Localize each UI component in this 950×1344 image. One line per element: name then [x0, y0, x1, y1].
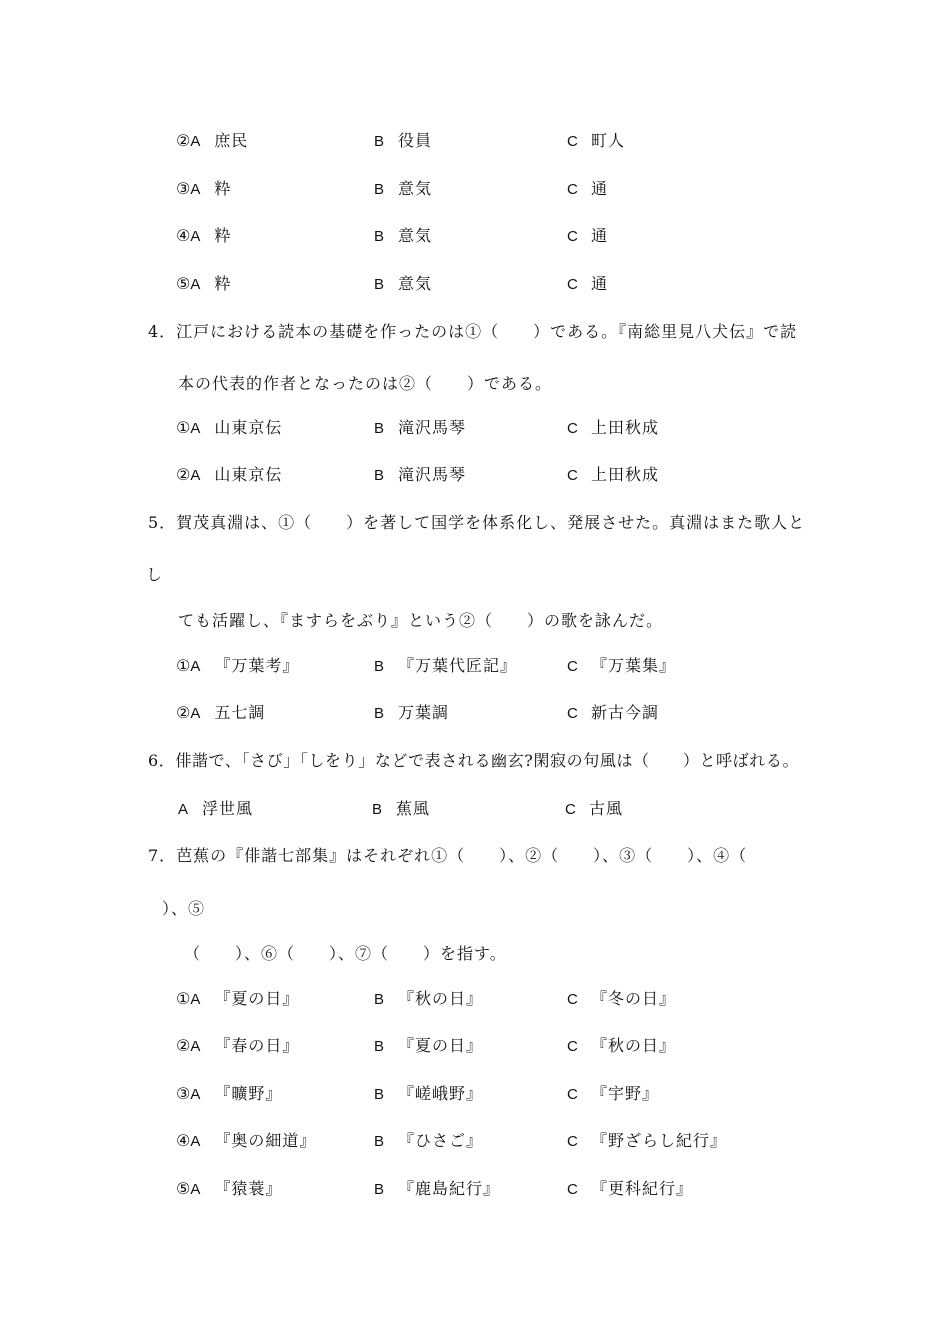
option-c-text: 『野ざらし紀行』: [591, 1131, 728, 1150]
option-b-q7-4: [374, 1128, 483, 1151]
option-c-text: 『更科紀行』: [591, 1179, 694, 1198]
option-a-text: 『万葉考』: [214, 656, 300, 675]
option-number: ⑤: [176, 274, 191, 293]
option-a-text: 粋: [214, 179, 232, 198]
option-c-text: 『秋の日』: [591, 1036, 677, 1055]
option-row-q3-3: [176, 176, 231, 199]
option-b-text: 蕉風: [396, 799, 431, 818]
option-letter-b: B: [374, 1181, 385, 1198]
option-letter-a: A: [190, 420, 201, 437]
option-letter-b: B: [374, 228, 385, 245]
option-b-q3-5: [374, 271, 432, 294]
question-4-line-1: 4．江戸における読本の基礎を作ったのは①（ ）である。『南総里見八犬伝』で読: [148, 322, 798, 341]
option-row-q4-2: [176, 462, 282, 485]
option-a-text: 『猿蓑』: [214, 1179, 283, 1198]
option-b-text: 『嵯峨野』: [398, 1084, 484, 1103]
option-letter-b: B: [374, 467, 385, 484]
option-c-text: 通: [591, 179, 609, 198]
option-row-q4-1: [176, 415, 282, 438]
option-number: ③: [176, 179, 191, 198]
option-a-text: 浮世風: [202, 799, 254, 818]
option-number: ②: [176, 131, 191, 150]
option-b-q5-1: [374, 653, 517, 676]
option-b-q7-2: [374, 1033, 483, 1056]
option-number: ④: [176, 226, 191, 245]
option-letter-a: A: [190, 1038, 201, 1055]
option-c-q7-3: [567, 1081, 659, 1104]
option-c-text: 『宇野』: [591, 1084, 660, 1103]
question-5-line-2: し: [146, 565, 164, 584]
option-c-q4-1: [567, 415, 659, 438]
option-number: ⑤: [176, 1179, 191, 1198]
option-c-text: 町人: [591, 131, 626, 150]
option-letter-c: C: [567, 1133, 578, 1150]
option-letter-a: A: [190, 991, 201, 1008]
option-letter-c: C: [567, 705, 578, 722]
option-letter-c: C: [565, 801, 576, 818]
option-letter-c: C: [567, 658, 578, 675]
option-row-q7-4: [176, 1128, 316, 1151]
option-c-q5-2: [567, 700, 659, 723]
option-a-text: 『春の日』: [214, 1036, 300, 1055]
option-row-q5-2: [176, 700, 265, 723]
option-letter-b: B: [374, 1086, 385, 1103]
option-letter-b: B: [374, 705, 385, 722]
option-c-text: 新古今調: [591, 703, 660, 722]
option-a-text: 粋: [214, 274, 232, 293]
option-c-text: 『冬の日』: [591, 989, 677, 1008]
option-b-q4-1: [374, 415, 466, 438]
option-a-text: 庶民: [214, 131, 249, 150]
option-number: ④: [176, 1131, 191, 1150]
option-letter-a: A: [190, 705, 201, 722]
option-letter-b: B: [374, 658, 385, 675]
option-letter-c: C: [567, 1086, 578, 1103]
option-letter-a: A: [190, 1181, 201, 1198]
option-letter-a: A: [178, 801, 189, 818]
option-c-q7-1: [567, 986, 676, 1009]
option-row-q3-2: [176, 128, 248, 151]
option-c-q7-4: [567, 1128, 727, 1151]
option-number: ①: [176, 418, 191, 437]
question-4-line-2: 本の代表的作者となったのは②（ ）である。: [178, 374, 553, 393]
option-row-q3-5: [176, 271, 231, 294]
option-c-text: 上田秋成: [591, 465, 660, 484]
option-letter-a: A: [190, 467, 201, 484]
option-b-text: 役員: [398, 131, 433, 150]
option-b-q5-2: [374, 700, 449, 723]
option-b-q4-2: [374, 462, 466, 485]
option-row-q3-4: [176, 223, 231, 246]
option-b-text: 『鹿島紀行』: [398, 1179, 501, 1198]
option-number: ③: [176, 1084, 191, 1103]
option-b-q3-3: [374, 176, 432, 199]
option-b-text: 万葉調: [398, 703, 450, 722]
option-row-q7-1: [176, 986, 299, 1009]
option-c-text: 通: [591, 226, 609, 245]
option-letter-b: B: [374, 276, 385, 293]
option-b-q3-4: [374, 223, 432, 246]
option-number: ①: [176, 989, 191, 1008]
option-a-text: 粋: [214, 226, 232, 245]
option-letter-b: B: [374, 181, 385, 198]
option-b-text: 『夏の日』: [398, 1036, 484, 1055]
option-b-text: 『ひさご』: [398, 1131, 484, 1150]
option-a-text: 『奥の細道』: [214, 1131, 317, 1150]
option-c-q3-3: [567, 176, 608, 199]
question-7-line-1: 7．芭蕉の『俳諧七部集』はそれぞれ①（ ）、②（ ）、③（ ）、④（: [148, 846, 748, 865]
option-row-q5-1: [176, 653, 299, 676]
option-letter-c: C: [567, 991, 578, 1008]
option-letter-a: A: [190, 181, 201, 198]
option-b-q3-2: [374, 128, 432, 151]
option-number: ①: [176, 656, 191, 675]
option-letter-a: A: [190, 1086, 201, 1103]
option-b-q7-3: [374, 1081, 483, 1104]
option-letter-b: B: [374, 133, 385, 150]
option-letter-c: C: [567, 1181, 578, 1198]
option-letter-c: C: [567, 276, 578, 293]
option-c-text: 上田秋成: [591, 418, 660, 437]
option-letter-b: B: [374, 1133, 385, 1150]
option-letter-a: A: [190, 133, 201, 150]
option-c-q7-2: [567, 1033, 676, 1056]
option-c-q3-5: [567, 271, 608, 294]
option-number: ②: [176, 465, 191, 484]
option-a-text: 山東京伝: [214, 465, 283, 484]
option-row-q7-5: [176, 1176, 282, 1199]
option-c-text: 古風: [589, 799, 624, 818]
option-letter-a: A: [190, 1133, 201, 1150]
option-c-q6: [565, 796, 623, 819]
option-a-text: 『夏の日』: [214, 989, 300, 1008]
option-b-text: 『秋の日』: [398, 989, 484, 1008]
option-letter-b: B: [374, 1038, 385, 1055]
option-b-text: 意気: [398, 274, 433, 293]
option-c-q3-2: [567, 128, 625, 151]
option-c-q4-2: [567, 462, 659, 485]
option-b-text: 滝沢馬琴: [398, 465, 467, 484]
option-letter-c: C: [567, 467, 578, 484]
option-letter-c: C: [567, 228, 578, 245]
option-a-text: 山東京伝: [214, 418, 283, 437]
option-letter-c: C: [567, 133, 578, 150]
option-c-q3-4: [567, 223, 608, 246]
option-letter-c: C: [567, 1038, 578, 1055]
option-number: ②: [176, 703, 191, 722]
option-letter-c: C: [567, 181, 578, 198]
option-c-q5-1: [567, 653, 676, 676]
option-row-q7-3: [176, 1081, 282, 1104]
option-b-text: 滝沢馬琴: [398, 418, 467, 437]
option-c-text: 『万葉集』: [591, 656, 677, 675]
option-letter-a: A: [190, 228, 201, 245]
option-b-text: 『万葉代匠記』: [398, 656, 518, 675]
option-c-text: 通: [591, 274, 609, 293]
option-b-q7-5: [374, 1176, 500, 1199]
option-b-q6: [372, 796, 430, 819]
question-5-line-1: 5．賀茂真淵は、①（ ）を著して国学を体系化し、発展させた。真淵はまた歌人と: [148, 513, 806, 532]
option-letter-a: A: [190, 276, 201, 293]
option-b-q7-1: [374, 986, 483, 1009]
question-5-line-3: ても活躍し、『ますらをぶり』という②（ ）の歌を詠んだ。: [178, 611, 664, 630]
question-7-line-3: （ ）、⑥（ ）、⑦（ ）を指す。: [184, 944, 507, 963]
option-row-q7-2: [176, 1033, 299, 1056]
option-b-text: 意気: [398, 226, 433, 245]
option-letter-c: C: [567, 420, 578, 437]
option-letter-b: B: [374, 420, 385, 437]
option-letter-b: B: [372, 801, 383, 818]
question-7-line-2: ）、⑤: [162, 899, 206, 918]
option-a-text: 『曠野』: [214, 1084, 283, 1103]
option-number: ②: [176, 1036, 191, 1055]
option-b-text: 意気: [398, 179, 433, 198]
option-a-text: 五七調: [214, 703, 266, 722]
option-letter-b: B: [374, 991, 385, 1008]
question-6-line-1: 6．俳諧で、「さび」「しをり」などで表される幽玄?閑寂の句風は（ ）と呼ばれる。: [148, 751, 800, 770]
option-letter-a: A: [190, 658, 201, 675]
option-c-q7-5: [567, 1176, 693, 1199]
option-row-q6: [178, 796, 253, 819]
